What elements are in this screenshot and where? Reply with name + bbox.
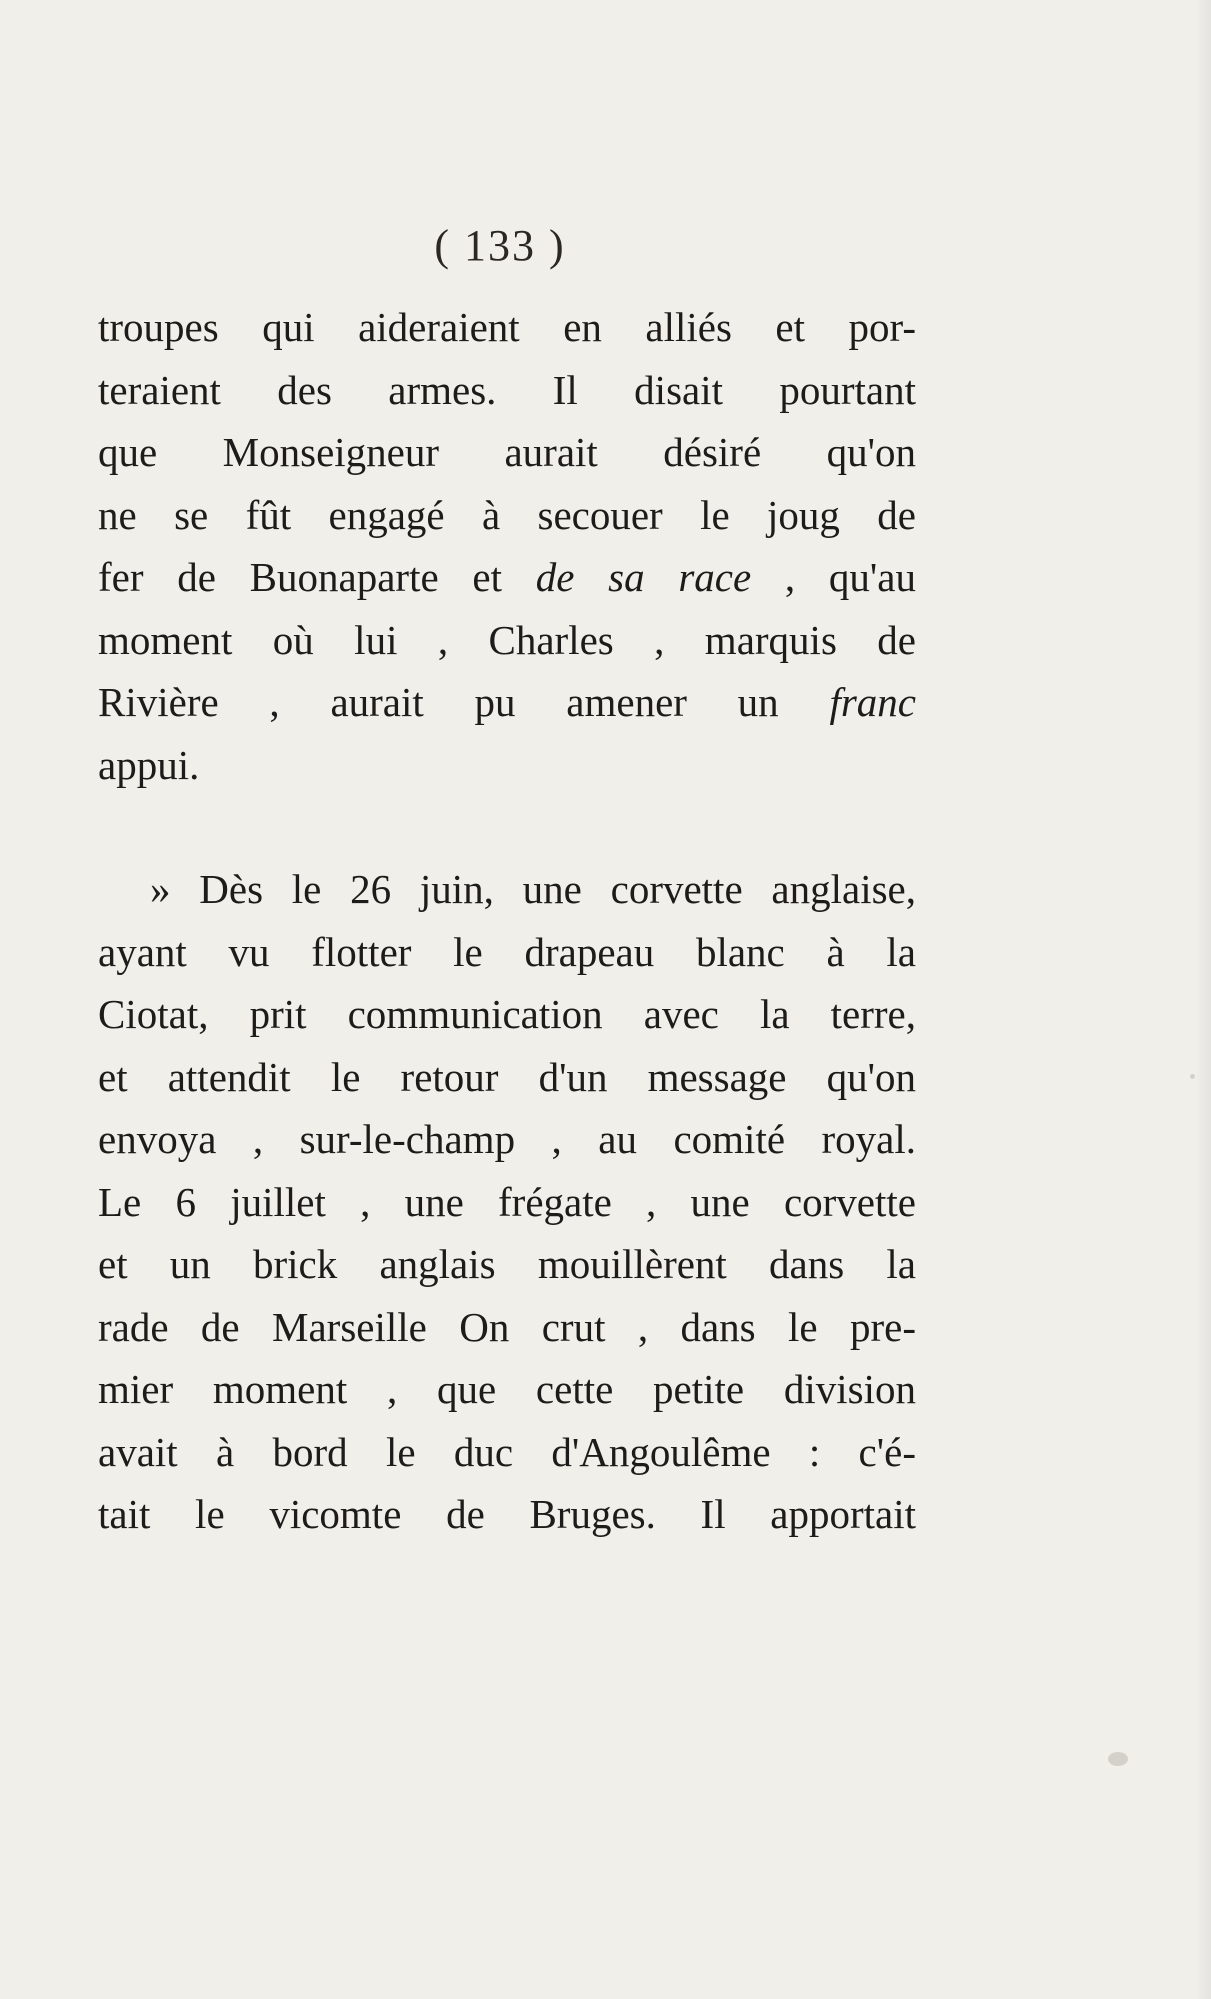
text-line: Ciotat, prit communication avec la terre, bbox=[98, 991, 916, 1037]
text-line: rade de Marseille On crut , dans le pre- bbox=[98, 1303, 916, 1350]
text-line: ayant vu flotter le drapeau blanc à la bbox=[98, 928, 916, 975]
text-line: moment où lui , Charles , marquis de bbox=[98, 616, 916, 663]
paper-speck bbox=[1108, 1752, 1128, 1766]
page-number: ( 133 ) bbox=[434, 221, 566, 270]
paragraph-gap bbox=[98, 796, 916, 858]
text-line: avait à bord le duc d'Angoulême : c'é- bbox=[98, 1428, 916, 1475]
text-line: fer de Buonaparte et de sa race , qu'au bbox=[98, 554, 917, 600]
text-line: teraient des armes. Il disait pourtant bbox=[98, 366, 916, 413]
italic-phrase: franc bbox=[829, 679, 916, 725]
text-line: » Dès le 26 juin, une corvette anglaise, bbox=[150, 866, 916, 912]
paper-speck bbox=[1190, 1074, 1195, 1079]
page-edge-shadow bbox=[1195, 0, 1211, 1999]
text-line: ne se fût engagé à secouer le joug de bbox=[98, 491, 916, 538]
text-line: tait le vicomte de Bruges. Il apportait bbox=[98, 1491, 916, 1537]
text-line: et attendit le retour d'un message qu'on bbox=[98, 1053, 916, 1100]
text-line: mier moment , que cette petite division bbox=[98, 1366, 916, 1412]
text-line: Rivière , aurait pu amener un franc bbox=[98, 679, 916, 725]
text-line: envoya , sur-le-champ , au comité royal. bbox=[98, 1116, 916, 1162]
text-line: que Monseigneur aurait désiré qu'on bbox=[98, 429, 916, 475]
text-line: Le 6 juillet , une frégate , une corvette bbox=[98, 1178, 916, 1225]
text-line: et un brick anglais mouillèrent dans la bbox=[98, 1241, 916, 1287]
italic-phrase: de sa race bbox=[535, 554, 752, 600]
text-line: appui. bbox=[98, 741, 200, 788]
body-text bbox=[98, 296, 916, 1546]
text-line: troupes qui aideraient en alliés et por- bbox=[98, 304, 916, 350]
